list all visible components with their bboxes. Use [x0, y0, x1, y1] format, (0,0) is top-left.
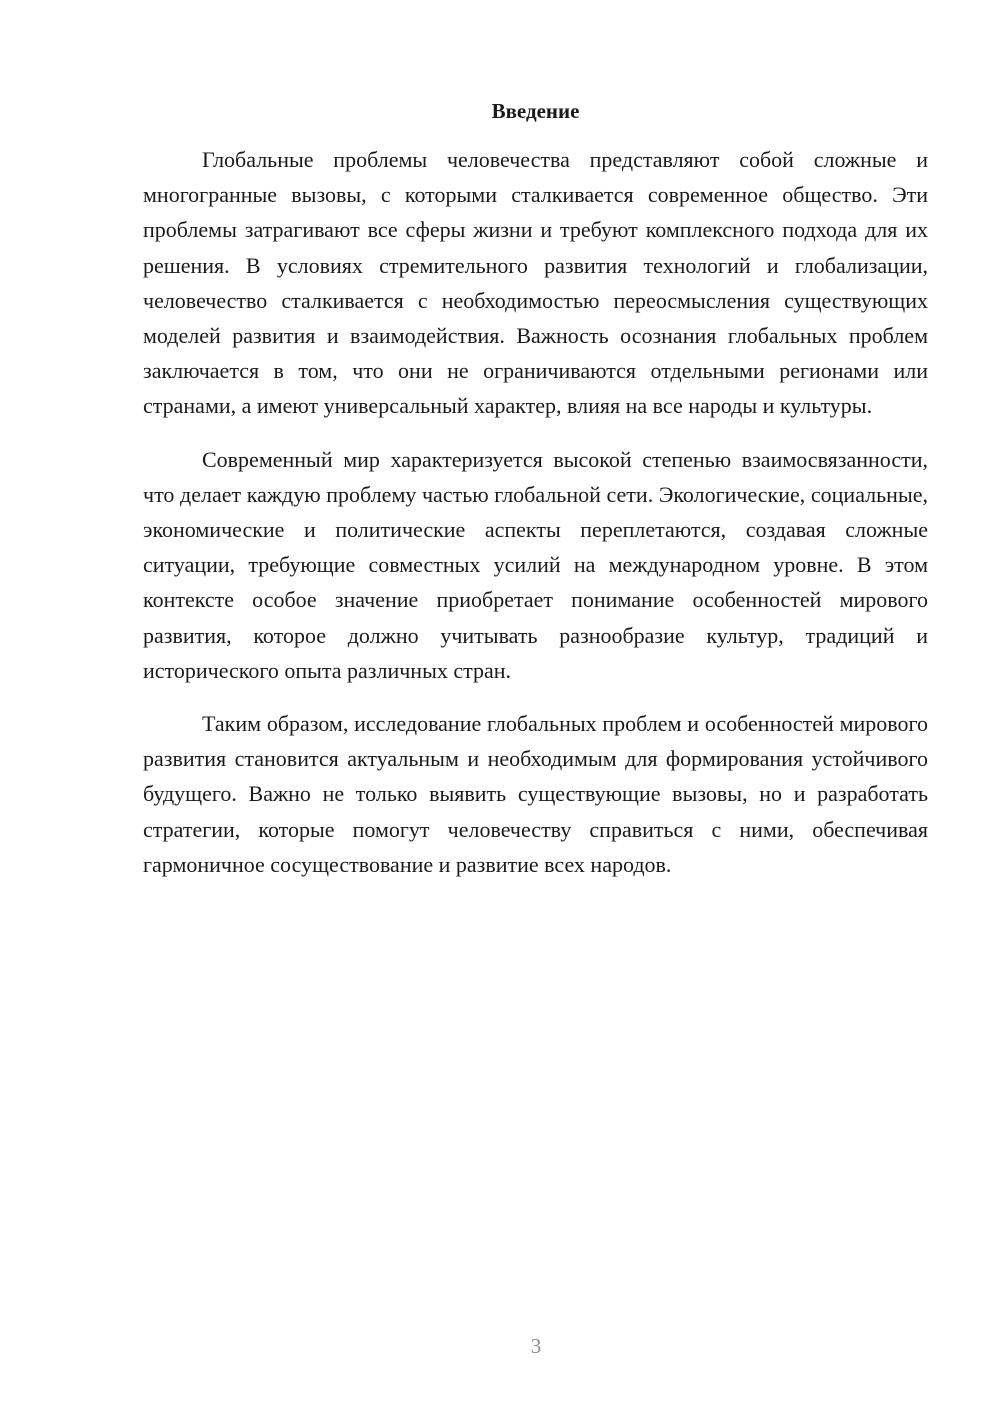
page-number: 3	[530, 1334, 542, 1358]
paragraph: Современный мир характеризуется высокой степенью взаимосвязанности, что делает каждую проблему частью глобальной сети. Экологические, социальные, экономические и политические аспекты переплетаются, создавая сложные ситуации, требующие совместных усилий на международном уровне. В этом контексте особое значение приобретает понимание особенностей мирового развития, которое должно учитывать разнообразие культур, традиций и исторического опыта различных стран.	[143, 446, 928, 683]
section-title: Введение	[491, 99, 580, 123]
body-text	[143, 142, 928, 900]
paragraph: Таким образом, исследование глобальных проблем и особенностей мирового развития становится актуальным и необходимым для формирования устойчивого будущего. Важно не только выявить существующие вызовы, но и разработать стратегии, которые помогут человечеству справиться с ними, обеспечивая гармоничное сосуществование и развитие всех народов.	[143, 711, 928, 877]
paragraph: Глобальные проблемы человечества представляют собой сложные и многогранные вызовы, с которыми сталкивается современное общество. Эти проблемы затрагивают все сферы жизни и требуют комплексного подхода для их решения. В условиях стремительного развития технологий и глобализации, человечество сталкивается с необходимостью переосмысления существующих моделей развития и взаимодействия. Важность осознания глобальных проблем заключается в том, что они не ограничиваются отдельными регионами или странами, а имеют универсальный характер, влияя на все народы и культуры.	[143, 147, 928, 419]
